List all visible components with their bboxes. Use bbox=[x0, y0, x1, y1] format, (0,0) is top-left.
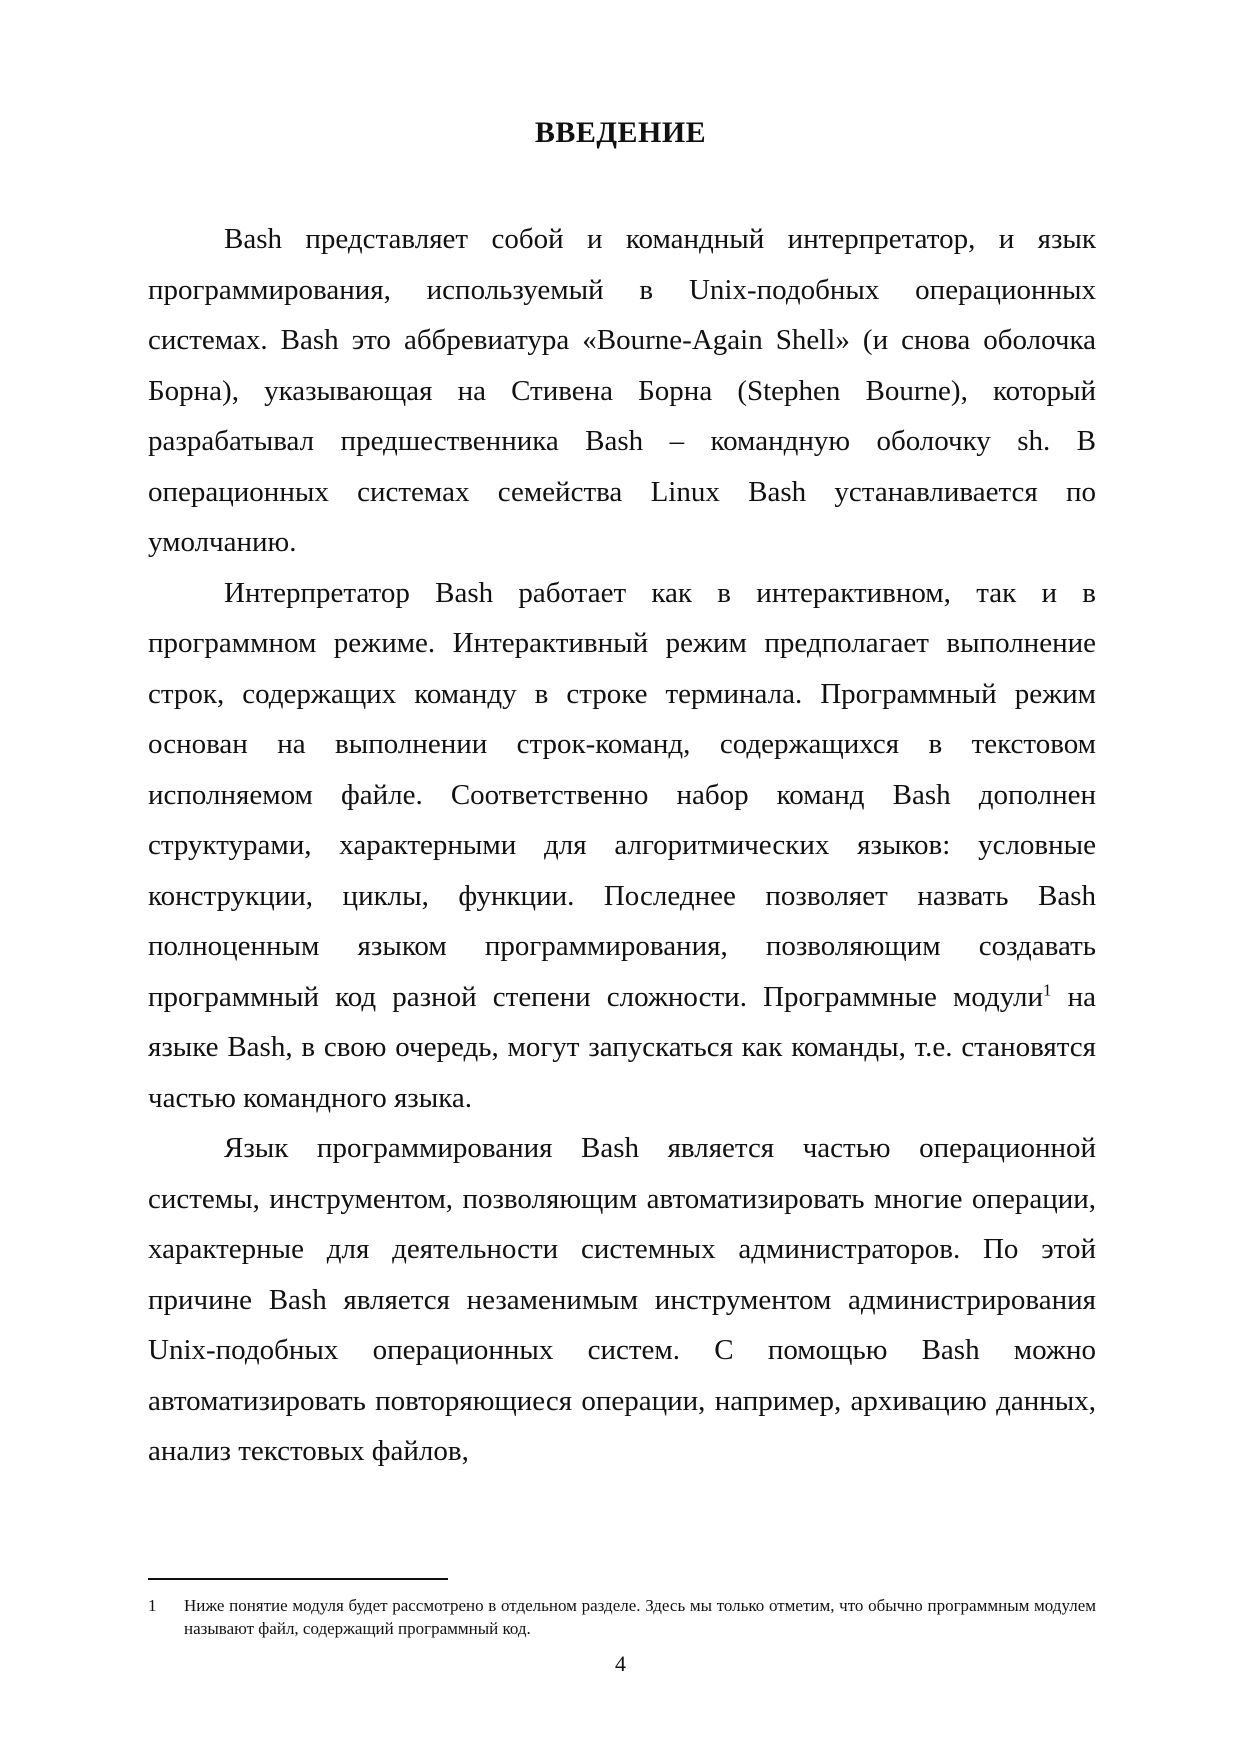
paragraph-3: Язык программирования Bash является частью операционной системы, инструментом, позволяющим автоматизировать многие операции, характерные для деятельности системных администраторов. По этой причине Bash является незаменимым инструментом администрирования Unix-подобных операционных систем. С помощью Bash можно автоматизировать повторяющиеся операции, например, архивацию данных, анализ текстовых файлов, bbox=[148, 1132, 1096, 1467]
footnote bbox=[148, 1594, 1096, 1640]
section-heading: ВВЕДЕНИЕ bbox=[534, 116, 707, 149]
paragraph-2 bbox=[148, 568, 1096, 1124]
paragraph-2-tail: на языке Bash, в свою очередь, могут запускаться как команды, т.е. становятся частью командного языка. bbox=[148, 980, 1096, 1114]
paragraph-1: Bash представляет собой и командный интерпретатор, и язык программирования, используемый в Unix-подобных операционных системах. Bash это аббревиатура «Bourne-Again Shell» (и снова оболочка Борна), указывающая на Стивена Борна (Stephen Bourne), который разрабатывал предшественника Bash – командную оболочку sh. В операционных системах семейства Linux Bash устанавливается по умолчанию. bbox=[148, 223, 1096, 558]
paragraph-2-text: Интерпретатор Bash работает как в интерактивном, так и в программном режиме. Интерактивный режим предполагает выполнение строк, содержащих команду в строке терминала. Программный режим основан на выполнении строк-команд, содержащихся в текстовом исполняемом файле. Соответственно набор команд Bash дополнен структурами, характерными для алгоритмических языков: условные конструкции, циклы, функции. Последнее позволяет назвать Bash полноценным языком программирования, позволяющим создавать программный код разной степени сложности. Программные модули bbox=[148, 576, 1096, 1013]
page-number: 4 bbox=[615, 1651, 626, 1676]
footnote-reference[interactable]: 1 bbox=[1042, 979, 1052, 999]
footnote-number: 1 bbox=[148, 1596, 157, 1615]
footnote-separator bbox=[148, 1578, 448, 1580]
body-text bbox=[148, 214, 1096, 1477]
footnote-text: Ниже понятие модуля будет рассмотрено в отдельном разделе. Здесь мы только отметим, что обычно программным модулем называют файл, содержащий программный код. bbox=[184, 1596, 1096, 1638]
